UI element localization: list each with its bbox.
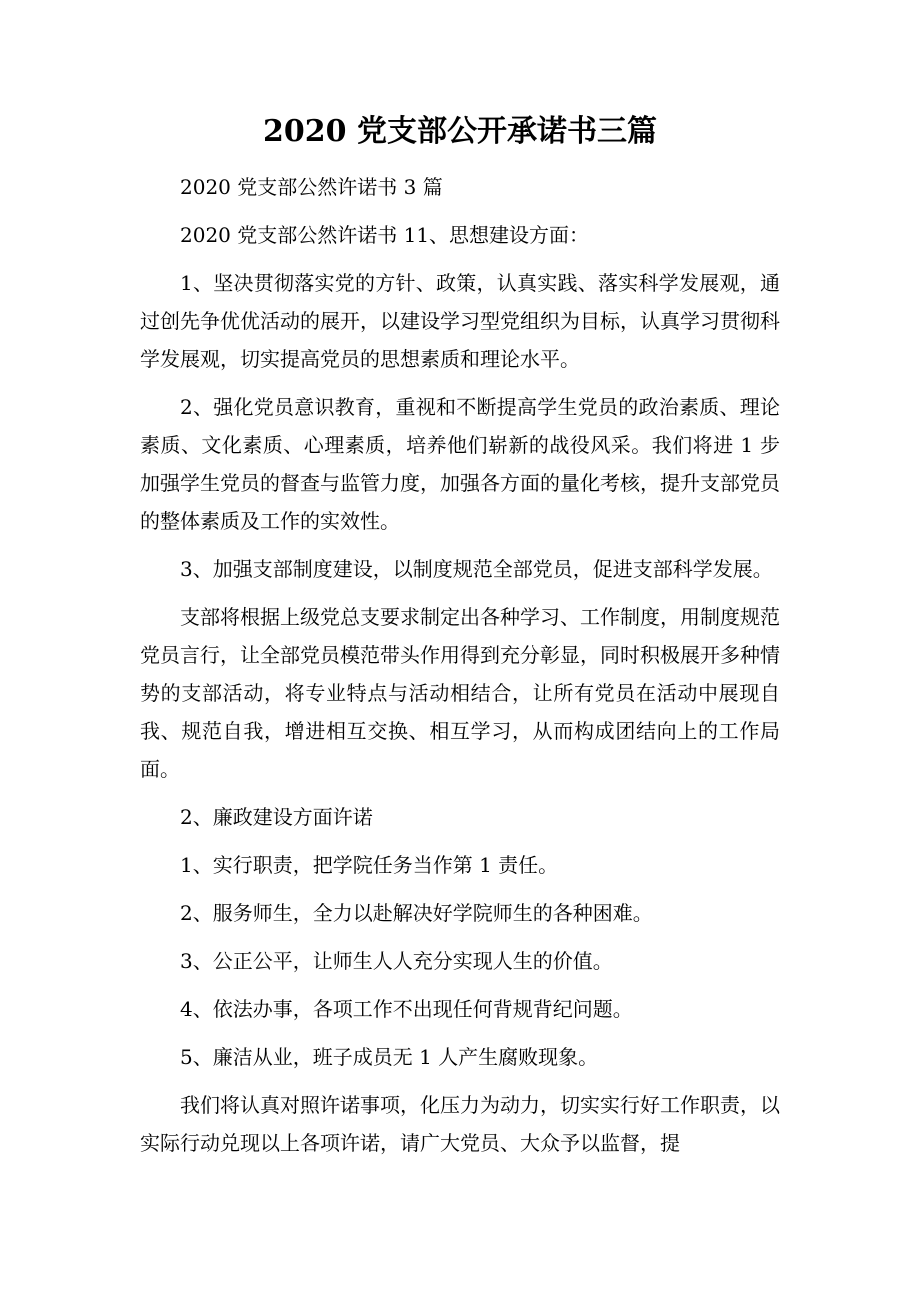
list-item: 1、实行职责，把学院任务当作第 1 责任。 [180,853,559,877]
paragraph: 2、强化党员意识教育，重视和不断提高学生党员的政治素质、理论素质、文化素质、心理素质，培养他们崭新的战役风采。我们将进 1 步加强学生党员的督查与监管力度，加强各方面的量化考核，提升支部党员的整体素质及工作的实效性。 [140,395,780,533]
paragraph: 3、加强支部制度建设，以制度规范全部党员，促进支部科学发展。 [180,557,773,581]
paragraph: 支部将根据上级党总支要求制定出各种学习、工作制度，用制度规范党员言行，让全部党员模范带头作用得到充分彰显，同时积极展开多种情势的支部活动，将专业特点与活动相结合，让所有党员在活动中展现自我、规范自我，增进相互交换、相互学习，从而构成团结向上的工作局面。 [140,605,780,781]
list-item: 4、依法办事，各项工作不出现任何背规背纪问题。 [180,997,633,1021]
document-title: 2020 党支部公开承诺书三篇 [263,114,657,149]
paragraph: 1、坚决贯彻落实党的方针、政策，认真实践、落实科学发展观，通过创先争优优活动的展开，以建设学习型党组织为目标，认真学习贯彻科学发展观，切实提高党员的思想素质和理论水平。 [140,271,780,371]
list-item: 3、公正公平，让师生人人充分实现人生的价值。 [180,949,613,973]
paragraph-section-heading: 2020 党支部公然许诺书 11、思想建设方面： [180,223,590,247]
paragraph-subtitle: 2020 党支部公然许诺书 3 篇 [180,175,443,199]
list-item: 2、服务师生，全力以赴解决好学院师生的各种困难。 [180,901,653,925]
list-item: 5、廉洁从业，班子成员无 1 人产生腐败现象。 [180,1045,599,1069]
document-body [140,168,780,1162]
paragraph-section-heading: 2、廉政建设方面许诺 [180,805,373,829]
paragraph: 我们将认真对照许诺事项，化压力为动力，切实实行好工作职责，以实际行动兑现以上各项许诺，请广大党员、大众予以监督，提 [140,1093,780,1155]
